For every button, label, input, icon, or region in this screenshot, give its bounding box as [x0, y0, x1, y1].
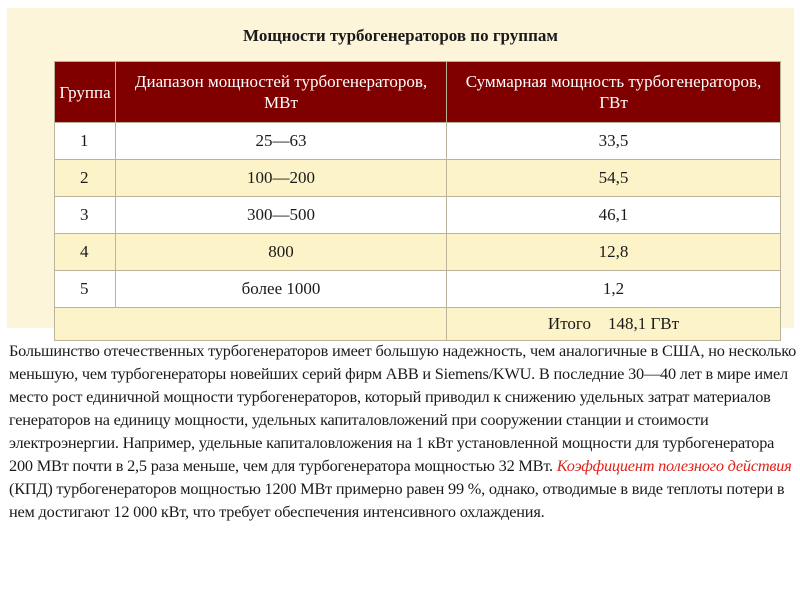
table-row — [55, 271, 781, 308]
total-label: Итого — [547, 314, 591, 333]
cell-group: 2 — [55, 160, 116, 197]
cell-range: 25—63 — [116, 123, 447, 160]
table-total-row — [55, 308, 781, 341]
header-group: Группа — [55, 62, 116, 123]
cell-total: 54,5 — [447, 160, 781, 197]
cell-group: 5 — [55, 271, 116, 308]
cell-total: 33,5 — [447, 123, 781, 160]
header-total: Суммарная мощность турбогенераторов, ГВт — [447, 62, 781, 123]
table-panel — [7, 8, 794, 333]
total-empty-cell — [55, 308, 447, 341]
cell-group: 3 — [55, 197, 116, 234]
cell-group: 1 — [55, 123, 116, 160]
header-range: Диапазон мощностей турбогенераторов, МВт — [116, 62, 447, 123]
efficiency-link[interactable]: Коэффициент полезного действия — [556, 456, 792, 475]
cell-group: 4 — [55, 234, 116, 271]
body-paragraph — [9, 339, 799, 523]
paragraph-text-start: Большинство отечественных турбогенераторов имеет большую надежность, чем аналогичные в США, но несколько меньшую, чем турбогенераторы новейших серий фирм ABB и Siemens/KWU. В последние 30—40 лет в мире имел место рост единичной мощности турбогенераторов, который приводил к снижению удельных затрат материалов генераторов на единицу мощности, удельных капиталовложений при сооружении станции и стоимости электроэнергии. Например, удельные капиталовложения на 1 кВт установленной мощности для турбогенератора 200 МВт почти в 2,5 раза меньше, чем для турбогенератора мощностью 32 МВт. — [9, 341, 797, 475]
cell-total: 46,1 — [447, 197, 781, 234]
cell-total: 1,2 — [447, 271, 781, 308]
total-cell — [447, 308, 781, 341]
table-row — [55, 123, 781, 160]
cell-range: 300—500 — [116, 197, 447, 234]
table-row — [55, 234, 781, 271]
table-row — [55, 160, 781, 197]
cell-range: 800 — [116, 234, 447, 271]
table-row — [55, 197, 781, 234]
cell-total: 12,8 — [447, 234, 781, 271]
table-header-row — [55, 62, 781, 123]
page-title: Мощности турбогенераторов по группам — [243, 26, 558, 45]
cell-range: 100—200 — [116, 160, 447, 197]
paragraph-text-end: (КПД) турбогенераторов мощностью 1200 МВт примерно равен 99 %, однако, отводимые в виде теплоты потери в нем достигают 12 000 кВт, что требует обеспечения интенсивного охлаждения. — [9, 479, 785, 521]
cell-range: более 1000 — [116, 271, 447, 308]
power-table — [54, 61, 781, 341]
total-value: 148,1 ГВт — [607, 314, 680, 333]
